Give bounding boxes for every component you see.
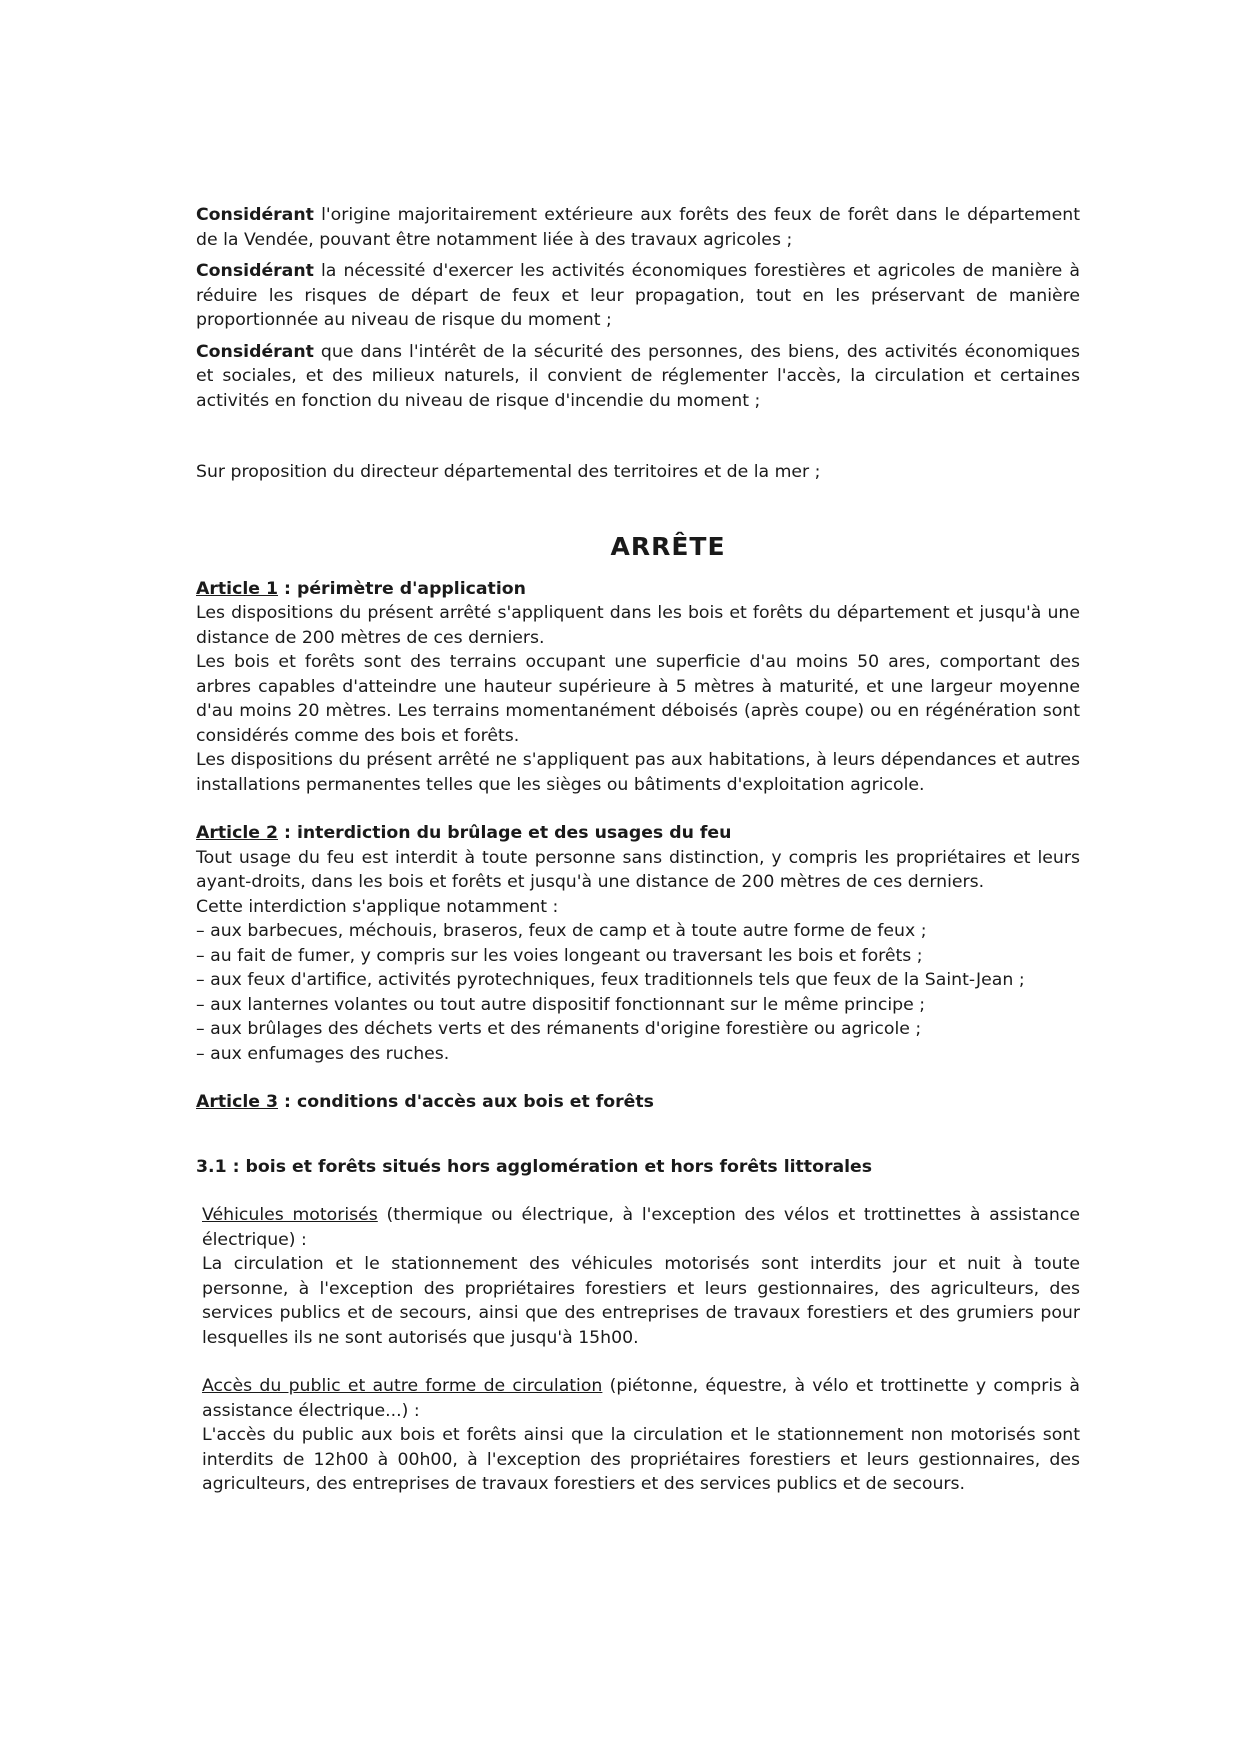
article-3-ref: Article 3 (196, 1092, 279, 1112)
vehicules-text: La circulation et le stationnement des véhicules motorisés sont interdits jour et nuit à toute personne, à l'exception des propriétaires forestiers et leurs gestionnaires, des agriculteurs, des services publics et de secours, ainsi que des entreprises de travaux forestiers et des grumiers pour lesquelles ils ne sont autorisés que jusqu'à 15h00. (202, 1254, 1080, 1348)
considerant-2 (196, 259, 1080, 333)
vehicules-label: Véhicules motorisés (202, 1205, 378, 1225)
considerant-text: que dans l'intérêt de la sécurité des personnes, des biens, des activités économiques et sociales, et des milieux naturels, il convient de réglementer l'accès, la circulation et certaines activités en fonction du niveau de risque d'incendie du moment ; (196, 341, 1080, 411)
list-item: – au fait de fumer, y compris sur les voies longeant ou traversant les bois et forêts ; (196, 945, 923, 966)
article-2-list-intro: Cette interdiction s'applique notamment : (196, 896, 559, 917)
considerant-1 (196, 203, 1080, 252)
considerant-lead: Considérant (196, 205, 314, 225)
considerant-lead: Considérant (196, 341, 314, 362)
article-2-title: : interdiction du brûlage et des usages du feu (278, 823, 732, 843)
article-2-list (196, 919, 1080, 1066)
public-label-line (202, 1374, 1080, 1423)
considerant-lead: Considérant (196, 261, 314, 281)
article-2-intro: Tout usage du feu est interdit à toute personne sans distinction, y compris les propriétaires et leurs ayant-droits, dans les bois et forêts et jusqu'à une distance de 200 mètres de ces derniers. (196, 847, 1080, 892)
list-item: – aux barbecues, méchouis, braseros, feux de camp et à toute autre forme de feux ; (196, 921, 927, 941)
public-label-rest: (piétonne, équestre, à vélo et trottinette y compris à assistance électrique...) : (202, 1376, 1080, 1421)
article-2-body (196, 846, 1080, 1067)
considerant-text: l'origine majoritairement extérieure aux forêts des feux de forêt dans le département de la Vendée, pouvant être notamment liée à des travaux agricoles ; (196, 205, 1080, 250)
article-1-ref: Article 1 (196, 578, 279, 599)
article-2-ref: Article 2 (196, 823, 279, 843)
proposition: Sur proposition du directeur départemental des territoires et de la mer ; (196, 462, 821, 482)
article-1-paragraph: Les dispositions du présent arrêté ne s'appliquent pas aux habitations, à leurs dépendances et autres installations permanentes telles que les sièges ou bâtiments d'exploitation agricole. (196, 750, 1080, 795)
article-1-paragraph: Les dispositions du présent arrêté s'appliquent dans les bois et forêts du département et jusqu'à une distance de 200 mètres de ces derniers. (196, 603, 1080, 648)
article-3-title: : conditions d'accès aux bois et forêts (278, 1092, 654, 1112)
considerant-3 (196, 340, 1080, 414)
public-label: Accès du public et autre forme de circulation (202, 1376, 603, 1396)
article-1-paragraph: Les bois et forêts sont des terrains occupant une superficie d'au moins 50 ares, comportant des arbres capables d'atteindre une hauteur supérieure à 5 mètres à maturité, et une largeur moyenne d'au moins 20 mètres. Les terrains momentanément déboisés (après coupe) ou en régénération sont considérés comme des bois et forêts. (196, 652, 1080, 746)
considerant-text: la nécessité d'exercer les activités économiques forestières et agricoles de manière à réduire les risques de départ de feux et leur propagation, tout en les préservant de manière proportionnée au niveau de risque du moment ; (196, 261, 1080, 330)
list-item: – aux feux d'artifice, activités pyrotechniques, feux traditionnels tels que feux de la Saint-Jean ; (196, 970, 1025, 990)
article-1-heading (196, 577, 1080, 602)
list-item: – aux brûlages des déchets verts et des rémanents d'origine forestière ou agricole ; (196, 1019, 922, 1039)
public-text: L'accès du public aux bois et forêts ainsi que la circulation et le stationnement non motorisés sont interdits de 12h00 à 00h00, à l'exception des propriétaires forestiers et leurs gestionnaires, des agriculteurs, des entreprises de travaux forestiers et des services publics et de secours. (202, 1425, 1080, 1494)
list-item: – aux enfumages des ruches. (196, 1043, 450, 1064)
vehicules-label-rest: (thermique ou électrique, à l'exception des vélos et trottinettes à assistance électrique) : (202, 1205, 1080, 1250)
page-title: ARRÊTE (610, 531, 726, 561)
list-item: – aux lanternes volantes ou tout autre dispositif fonctionnant sur le même principe ; (196, 994, 926, 1015)
article-3-heading (196, 1090, 1080, 1115)
article-2-heading (196, 821, 1080, 846)
vehicules-section (196, 1203, 1080, 1350)
public-access-section (196, 1374, 1080, 1497)
vehicules-label-line (202, 1203, 1080, 1252)
article-1-title: : périmètre d'application (278, 578, 526, 599)
section-3-1-heading: 3.1 : bois et forêts situés hors agglomération et hors forêts littorales (196, 1156, 873, 1177)
article-1-body (196, 601, 1080, 797)
